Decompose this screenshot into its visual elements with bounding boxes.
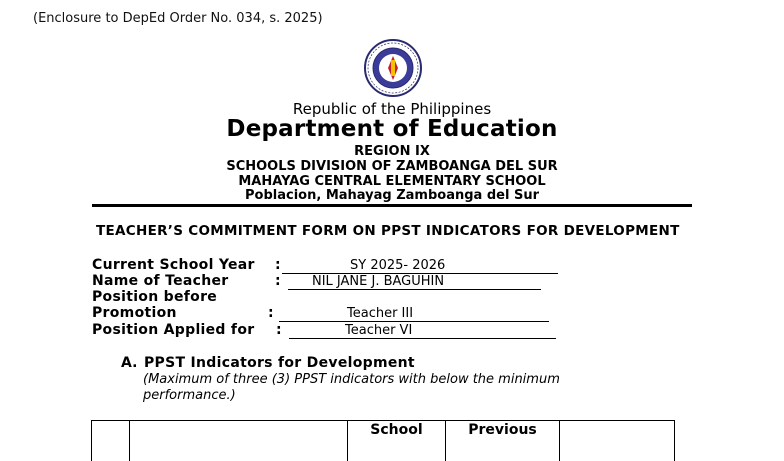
position-applied-colon: :: [276, 322, 282, 338]
header-divider: [92, 204, 692, 207]
form-title: TEACHER’S COMMITMENT FORM ON PPST INDICATORS FOR DEVELOPMENT: [96, 223, 680, 239]
address-heading: Poblacion, Mahayag Zamboanga del Sur: [245, 188, 539, 203]
header-school: School: [370, 422, 423, 438]
school-year-colon: :: [275, 257, 281, 273]
table-divider: [559, 421, 560, 461]
promotion-label: Promotion: [92, 305, 177, 321]
teacher-name-colon: :: [275, 273, 281, 289]
position-applied-label: Position Applied for: [92, 322, 255, 338]
school-year-label: Current School Year: [92, 257, 255, 273]
school-year-field[interactable]: SY 2025- 2026: [282, 258, 558, 274]
section-a-letter: A.: [121, 355, 138, 371]
republic-heading: Republic of the Philippines: [292, 100, 492, 118]
table-divider: [674, 421, 675, 461]
department-heading: Department of Education: [226, 116, 558, 142]
position-before-colon: :: [268, 305, 274, 321]
teacher-name-label: Name of Teacher: [92, 273, 229, 289]
position-before-field[interactable]: Teacher III: [279, 306, 549, 322]
teacher-name-field[interactable]: NIL JANE J. BAGUHIN: [288, 274, 541, 290]
section-a-note: (Maximum of three (3) PPST indicators with below the minimum performance.): [143, 372, 560, 403]
position-before-label: Position before: [92, 289, 218, 305]
section-a-title: PPST Indicators for Development: [144, 355, 415, 371]
table-divider: [129, 421, 130, 461]
school-heading: MAHAYAG CENTRAL ELEMENTARY SCHOOL: [238, 174, 546, 189]
header-previous: Previous: [468, 422, 537, 438]
enclosure-note: (Enclosure to DepEd Order No. 034, s. 2025): [33, 11, 323, 26]
division-heading: SCHOOLS DIVISION OF ZAMBOANGA DEL SUR: [226, 159, 558, 174]
deped-seal-icon: [358, 38, 428, 98]
position-applied-field[interactable]: Teacher VI: [289, 323, 556, 339]
region-heading: REGION IX: [354, 144, 430, 159]
